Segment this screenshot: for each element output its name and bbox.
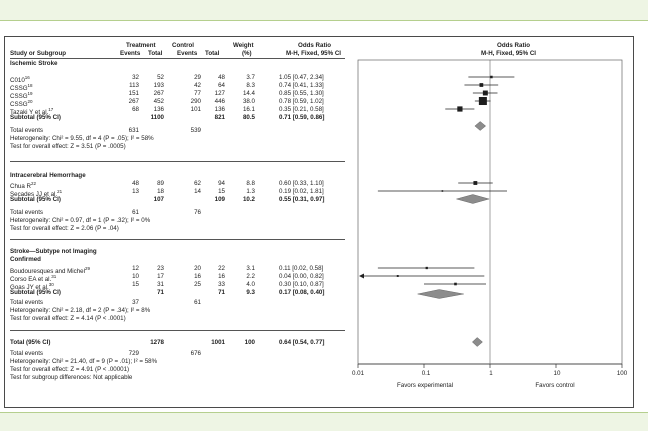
point-estimate <box>490 76 493 79</box>
study-name: Goas JY et al.$^{30}$ <box>10 282 54 292</box>
subtotal-weight: 80.5 <box>242 114 255 121</box>
subtotal-weight: 9.3 <box>246 289 255 296</box>
c-total: 94 <box>218 180 225 187</box>
ci: 0.60 [0.33, 1.10] <box>279 180 324 187</box>
t-total: 267 <box>153 90 164 97</box>
ci: 0.11 [0.02, 0.58] <box>279 265 324 272</box>
point-estimate <box>442 190 444 192</box>
c-events: 25 <box>194 281 201 288</box>
t-total: 31 <box>157 281 164 288</box>
study-name: Corso EA et al.$^{31}$ <box>10 274 57 284</box>
t-total: 18 <box>157 188 164 195</box>
subtotal-c-total: 821 <box>214 114 225 121</box>
subgroup-title: Intracerebral Hemorrhage <box>10 172 86 179</box>
t-events: 32 <box>132 74 139 81</box>
heterogeneity: Heterogeneity: Chi² = 2.18, df = 2 (P = .34); I² = 8% <box>10 307 151 314</box>
point-estimate <box>457 106 462 111</box>
total-events-t: 729 <box>128 350 139 357</box>
c-events: 42 <box>194 82 201 89</box>
ci: 1.05 [0.47, 2.34] <box>279 74 324 81</box>
or-header: Odds Ratio <box>298 42 332 49</box>
t-total: 52 <box>157 74 164 81</box>
point-estimate <box>454 283 457 286</box>
c-total: 15 <box>218 188 225 195</box>
t-events: 15 <box>132 281 139 288</box>
axis-tick-label: 0.01 <box>351 370 365 377</box>
c-events: 101 <box>190 106 201 113</box>
t-events: 48 <box>132 180 139 187</box>
control-header: Control <box>172 42 194 49</box>
weight-header: Weight <box>233 42 254 49</box>
t-events: 12 <box>132 265 139 272</box>
weight: 2.2 <box>246 273 255 280</box>
t-total: 193 <box>153 82 164 89</box>
overall-effect: Test for overall effect: Z = 3.51 (P = .0005) <box>10 143 126 150</box>
point-estimate <box>483 91 488 96</box>
total-events-c: 676 <box>190 350 201 357</box>
subtotal-t-total: 71 <box>157 289 164 296</box>
heterogeneity: Heterogeneity: Chi² = 0.97, df = 1 (P = .32); I² = 0% <box>10 217 151 224</box>
total-events-label: Total events <box>10 350 44 357</box>
total-c-total: 1001 <box>211 339 225 346</box>
ci: 0.04 [0.00, 0.82] <box>279 273 324 280</box>
ci: 0.78 [0.59, 1.02] <box>279 98 324 105</box>
subtotal-ci: 0.71 [0.59, 0.86] <box>279 114 325 121</box>
study-name: Secades JJ et al.$^{21}$ <box>10 189 63 199</box>
study-name: CSSG$^{18}$ <box>10 83 33 93</box>
total-label: Total (95% CI) <box>10 339 51 346</box>
axis-tick-label: 1 <box>489 370 493 377</box>
t-events: 267 <box>128 98 139 105</box>
treatment-total-header: Total <box>148 50 163 57</box>
t-total: 89 <box>157 180 164 187</box>
t-total: 136 <box>153 106 164 113</box>
overall-effect: Test for overall effect: Z = 2.06 (P = .04) <box>10 225 119 232</box>
study-name: CSSG$^{19}$ <box>10 91 33 101</box>
t-events: 113 <box>129 82 139 89</box>
weight: 8.8 <box>246 180 255 187</box>
weight: 38.0 <box>242 98 255 105</box>
control-events-header: Events <box>177 50 198 57</box>
study-name: CSSG$^{20}$ <box>10 99 33 109</box>
weight: 8.3 <box>246 82 255 89</box>
total-events-t: 631 <box>128 127 139 134</box>
axis-tick-label: 100 <box>616 370 628 377</box>
favors-control-label: Favors control <box>535 382 575 389</box>
subtotal-c-total: 109 <box>214 196 225 203</box>
study-name: Chua $R^{22}$ <box>10 181 36 191</box>
point-estimate <box>479 83 483 87</box>
total-weight: 100 <box>244 339 255 346</box>
heterogeneity: Heterogeneity: Chi² = 9.55, df = 4 (P = .05); I² = 58% <box>10 135 154 142</box>
subgroup-differences: Test for subgroup differences: Not applicable <box>10 374 133 381</box>
c-events: 20 <box>194 265 201 272</box>
t-events: 10 <box>132 273 139 280</box>
subtotal-label: Subtotal (95% CI) <box>10 289 61 296</box>
subtotal-t-total: 1100 <box>150 114 164 121</box>
weight: 4.0 <box>246 281 255 288</box>
study-name: Boudouresques and Michel$^{29}$ <box>10 266 91 276</box>
total-events-label: Total events <box>10 127 44 134</box>
c-total: 33 <box>218 281 225 288</box>
study-header: Study or Subgroup <box>10 50 67 57</box>
total-heterogeneity: Heterogeneity: Chi² = 21.40, df = 9 (P = .01); I² = 58% <box>10 358 158 365</box>
or-method-header: M-H, Fixed, 95% CI <box>286 50 342 57</box>
ci: 0.85 [0.55, 1.30] <box>279 90 324 97</box>
t-events: 151 <box>128 90 139 97</box>
c-events: 62 <box>194 180 201 187</box>
subtotal-weight: 10.2 <box>242 196 255 203</box>
point-estimate <box>397 275 399 277</box>
point-estimate <box>473 181 477 185</box>
c-events: 29 <box>194 74 201 81</box>
subgroup-title-line2: Confirmed <box>10 256 41 263</box>
total-events-c: 539 <box>190 127 201 134</box>
total-overall-effect: Test for overall effect: Z = 4.91 (P < .00001) <box>10 366 130 373</box>
c-total: 64 <box>218 82 225 89</box>
plot-or-header: Odds Ratio <box>497 42 531 49</box>
weight: 1.3 <box>246 188 255 195</box>
ci: 0.74 [0.41, 1.33] <box>279 82 324 89</box>
t-events: 68 <box>132 106 139 113</box>
subtotal-ci: 0.55 [0.31, 0.97] <box>279 196 325 203</box>
total-events-label: Total events <box>10 299 44 306</box>
subtotal-ci: 0.17 [0.08, 0.40] <box>279 289 325 296</box>
c-events: 14 <box>194 188 201 195</box>
c-events: 77 <box>194 90 201 97</box>
ci: 0.19 [0.02, 1.81] <box>279 188 324 195</box>
total-events-t: 61 <box>132 209 139 216</box>
axis-tick-label: 0.1 <box>421 370 431 377</box>
subgroup-title: Ischemic Stroke <box>10 60 58 67</box>
study-name: $C010^{16}$ <box>10 75 30 85</box>
t-events: 13 <box>132 188 139 195</box>
subgroup-title: Stroke—Subtype not Imaging <box>10 248 97 255</box>
c-events: 16 <box>194 273 201 280</box>
study-name: Tazaki Y et al.$^{17}$ <box>10 107 54 117</box>
control-total-header: Total <box>205 50 220 57</box>
favors-experimental-label: Favors experimental <box>396 382 454 389</box>
weight: 3.1 <box>246 265 255 272</box>
c-events: 290 <box>190 98 201 105</box>
total-events-label: Total events <box>10 209 44 216</box>
t-total: 17 <box>157 273 164 280</box>
treatment-header: Treatment <box>126 42 156 49</box>
subtotal-label: Subtotal (95% CI) <box>10 114 61 121</box>
c-total: 16 <box>218 273 225 280</box>
total-ci: 0.64 [0.54, 0.77] <box>279 339 325 346</box>
weight: 14.4 <box>242 90 255 97</box>
t-total: 23 <box>157 265 164 272</box>
c-total: 127 <box>214 90 225 97</box>
total-events-t: 37 <box>132 299 139 306</box>
weight: 3.7 <box>246 74 255 81</box>
ci: 0.30 [0.10, 0.87] <box>279 281 324 288</box>
axis-tick-label: 10 <box>553 370 561 377</box>
weight-unit-header: (%) <box>242 50 252 57</box>
plot-or-method-header: M-H, Fixed, 95% CI <box>481 50 537 57</box>
t-total: 452 <box>153 98 164 105</box>
subtotal-t-total: 107 <box>153 196 164 203</box>
c-total: 22 <box>218 265 225 272</box>
treatment-events-header: Events <box>120 50 141 57</box>
subtotal-label: Subtotal (95% CI) <box>10 196 61 203</box>
c-total: 136 <box>214 106 225 113</box>
c-total: 48 <box>218 74 225 81</box>
total-t-total: 1278 <box>150 339 164 346</box>
c-total: 446 <box>214 98 225 105</box>
point-estimate <box>426 267 428 269</box>
bottom-band <box>0 412 648 431</box>
overall-effect: Test for overall effect: Z = 4.14 (P < .0001) <box>10 315 126 322</box>
total-events-c: 76 <box>194 209 201 216</box>
weight: 16.1 <box>242 106 255 113</box>
total-events-c: 61 <box>194 299 201 306</box>
point-estimate <box>479 97 487 105</box>
subtotal-c-total: 71 <box>218 289 225 296</box>
ci: 0.35 [0.21, 0.58] <box>279 106 324 113</box>
